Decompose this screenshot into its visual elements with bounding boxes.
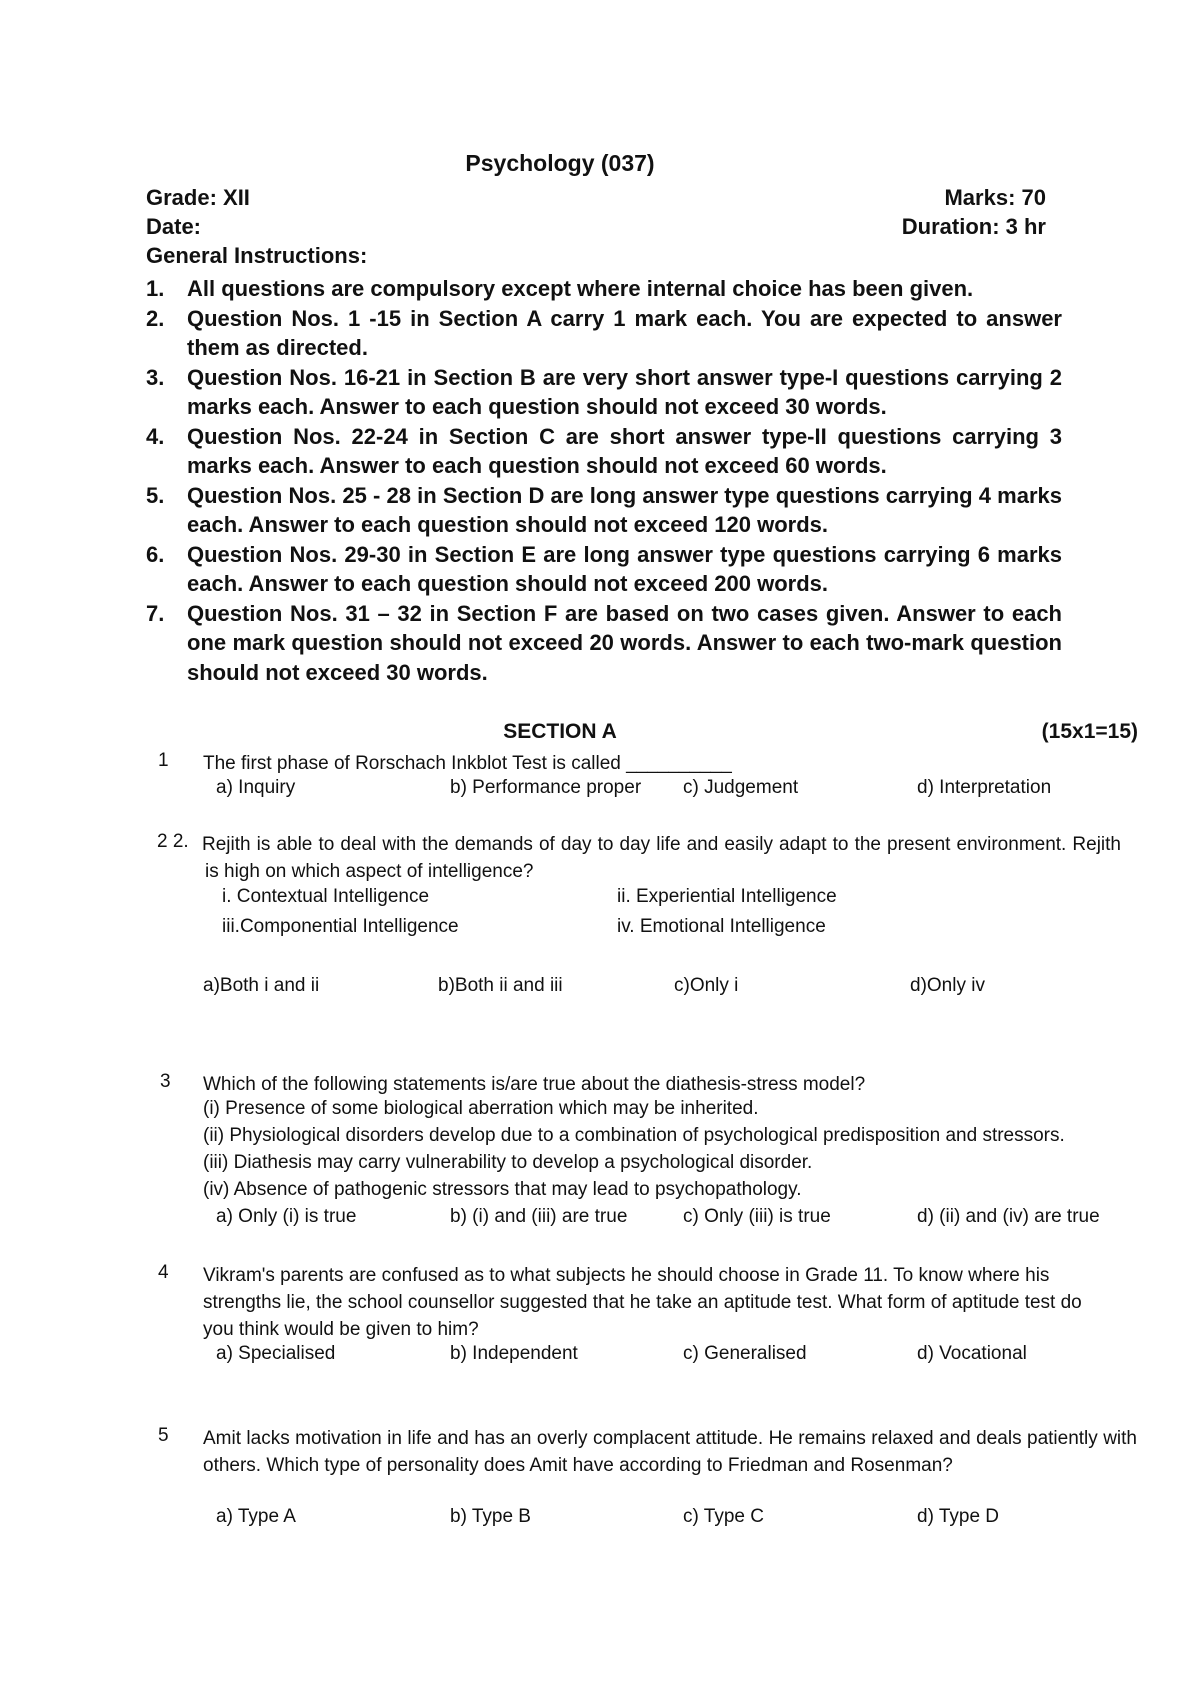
statement-iv: iv. Emotional Intelligence (617, 916, 826, 937)
option-b: b) (i) and (iii) are true (450, 1206, 628, 1227)
instruction-number: 1. (146, 276, 165, 301)
paper-title: Psychology (037) (465, 150, 655, 176)
statement-i: i. Contextual Intelligence (222, 886, 430, 907)
question-number: 4 (158, 1262, 169, 1283)
question-number: 1 (158, 750, 169, 771)
option-c: c) Type C (683, 1506, 764, 1527)
instruction-number: 4. (146, 423, 165, 449)
grade-label: Grade: XII (146, 185, 250, 210)
statement-iii: (iii) Diathesis may carry vulnerability to develop a psychological disorder. (203, 1152, 813, 1173)
option-a: a) Inquiry (216, 777, 296, 798)
question-1-options (0, 777, 1200, 805)
date-duration-row (146, 214, 1046, 240)
question-3-options (0, 1206, 1200, 1234)
duration-label: Duration: 3 hr (901, 214, 1046, 239)
option-b: b) Performance proper (450, 777, 642, 798)
instruction-number: 5. (146, 482, 165, 508)
question-4-options (0, 1343, 1200, 1371)
date-label: Date: (146, 214, 202, 239)
option-c: c)Only i (674, 975, 739, 996)
section-a-heading: SECTION A (503, 720, 617, 743)
question-text: The first phase of Rorschach Inkblot Test is called __________ (203, 753, 732, 774)
statement-ii: ii. Experiential Intelligence (617, 886, 837, 907)
instruction-item (146, 274, 1062, 304)
instruction-text: All questions are compulsory except where internal choice has been given. (187, 276, 974, 301)
option-a: a) Only (i) is true (216, 1206, 357, 1227)
question-2-options (0, 975, 1200, 1003)
instructions-heading: General Instructions: (146, 243, 368, 268)
option-b: b) Independent (450, 1343, 578, 1364)
statement-iii: iii.Componential Intelligence (222, 916, 459, 937)
question-text: Which of the following statements is/are true about the diathesis-stress model? (203, 1074, 866, 1095)
question-number: 3 (160, 1071, 171, 1092)
option-d: d) Interpretation (917, 777, 1052, 798)
instruction-item (146, 422, 1062, 481)
option-d: d) Vocational (917, 1343, 1027, 1364)
option-c: c) Generalised (683, 1343, 807, 1364)
question-number: 5 (158, 1425, 169, 1446)
instruction-item (146, 599, 1062, 688)
option-d: d) (ii) and (iv) are true (917, 1206, 1100, 1227)
instruction-text: Question Nos. 31 – 32 in Section F are based on two cases given. Answer to each one mark question should not exceed 20 words. Answer to each two-mark question should not exceed 30 words. (187, 600, 1062, 685)
grade-marks-row (146, 185, 1046, 211)
instruction-item (146, 540, 1062, 599)
question-text: Amit lacks motivation in life and has an overly complacent attitude. He remains relaxed and deals patiently with others. Which type of personality does Amit have according to Friedman and Rosenman? (203, 1428, 1137, 1476)
instruction-number: 6. (146, 541, 165, 567)
section-a-marks: (15x1=15) (1041, 720, 1138, 743)
instruction-text: Question Nos. 22-24 in Section C are short answer type-II questions carrying 3 marks each. Answer to each question should not exceed 60 words. (187, 423, 1062, 478)
option-c: c) Only (iii) is true (683, 1206, 831, 1227)
question-number: 2 2. (157, 831, 189, 852)
instruction-number: 2. (146, 305, 165, 331)
option-c: c) Judgement (683, 777, 799, 798)
instruction-number: 3. (146, 364, 165, 390)
question-text: Vikram's parents are confused as to what subjects he should choose in Grade 11. To know where his strengths lie, the school counsellor suggested that he take an aptitude test. What form of aptitude test do you think would be given to him? (203, 1265, 1082, 1340)
statement-iv: (iv) Absence of pathogenic stressors that may lead to psychopathology. (203, 1179, 802, 1200)
option-b: b)Both ii and iii (438, 975, 563, 996)
marks-label: Marks: 70 (944, 185, 1046, 210)
option-b: b) Type B (450, 1506, 531, 1527)
instruction-text: Question Nos. 16-21 in Section B are very short answer type-I questions carrying 2 marks each. Answer to each question should not exceed 30 words. (187, 364, 1062, 419)
statement-ii: (ii) Physiological disorders develop due to a combination of psychological predisposition and stressors. (203, 1125, 1065, 1146)
question-5-options (0, 1506, 1200, 1534)
option-d: d)Only iv (910, 975, 985, 996)
option-a: a)Both i and ii (203, 975, 320, 996)
instruction-text: Question Nos. 25 - 28 in Section D are long answer type questions carrying 4 marks each. Answer to each question should not exceed 120 words. (187, 482, 1062, 537)
instruction-text: Question Nos. 29-30 in Section E are long answer type questions carrying 6 marks each. Answer to each question should not exceed 200 words. (187, 541, 1062, 596)
question-text: Rejith is able to deal with the demands of day to day life and easily adapt to the present environment. Rejith is high on which aspect of intelligence? (202, 834, 1121, 882)
instruction-item (146, 363, 1062, 422)
instruction-number: 7. (146, 600, 165, 626)
instruction-item (146, 481, 1062, 540)
instruction-item (146, 304, 1062, 363)
statement-i: (i) Presence of some biological aberration which may be inherited. (203, 1098, 759, 1119)
option-a: a) Type A (216, 1506, 296, 1527)
instruction-text: Question Nos. 1 -15 in Section A carry 1 mark each. You are expected to answer them as directed. (187, 305, 1062, 360)
instructions-list (146, 274, 1062, 687)
option-d: d) Type D (917, 1506, 1000, 1527)
option-a: a) Specialised (216, 1343, 336, 1364)
